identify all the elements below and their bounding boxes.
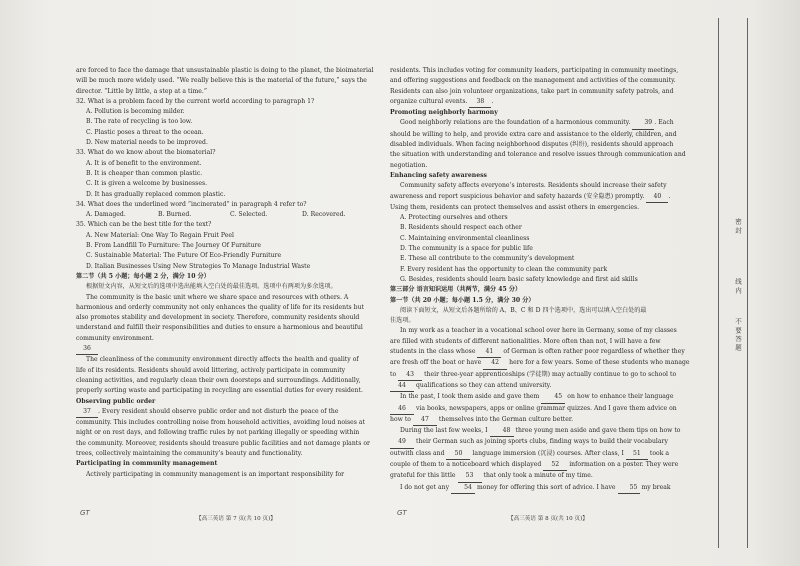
choice-e: E. These all contribute to the community’s development — [400, 255, 575, 263]
cloze-line-6 — [390, 381, 692, 392]
seal-label-2: 线 内 — [734, 278, 742, 294]
choice-c: C. Maintaining environmental cleanliness — [400, 234, 530, 242]
neighborly-line-2: should be willing to help, and provide extra care and assistance to the elderly, children, and — [390, 130, 677, 138]
cloze-text: that only took a minute of my time. — [483, 472, 593, 480]
safety-line-2: awareness and report suspicious behavior and safety hazards (安全隐患) promptly. 40 . — [390, 192, 692, 203]
right-line-4: organize cultural events. 38 . — [390, 97, 692, 108]
blank-45: 45 — [541, 392, 565, 403]
cloze-text: grateful for this little — [390, 472, 456, 480]
blank-53: 53 — [458, 471, 482, 482]
seal-line-strip — [718, 18, 748, 548]
safety-line-1: Community safety affects everyone’s interests. Residents should increase their safety — [400, 182, 667, 190]
cloze-text: how to — [390, 415, 411, 423]
passage-p3-line-4: the community. Moreover, residents should treasure public facilities and not damage plants or — [76, 439, 370, 447]
cloze-text: In the past, I took them aside and gave them — [400, 393, 540, 401]
q33-option-d: D. It has gradually replaced common plastic. — [86, 190, 226, 198]
cloze-text: here for a few years. Some of these students who manage — [509, 359, 690, 367]
q35-option-d: D. Italian Businesses Using New Strategies To Manage Industrial Waste — [86, 262, 311, 270]
neighborly-first: Good neighborly relations are the foundation of a harmonious community. — [400, 119, 631, 127]
passage-p1-line-2: harmonious and orderly community not only enhances the quality of life for its residents but — [76, 303, 364, 311]
blank-47: 47 — [413, 415, 437, 426]
cloze-text: students in the class whose — [390, 348, 476, 356]
neighborly-line-1 — [390, 118, 692, 129]
passage-p2-line-3: cleaning activities, and regularly clean their own doorsteps and surroundings. Additionally, — [76, 376, 361, 384]
blank-51: 51 — [626, 449, 648, 460]
right-line-2: and offering suggestions and feedback on the management and activities of the community. — [390, 77, 676, 85]
q35-stem: 35. Which can be the best title for the text? — [76, 221, 212, 229]
passage-p1-line-4: understand and fulfill their responsibilities and duties to ensure a harmonious and beautiful — [76, 324, 363, 332]
safety-blank-before: awareness and report suspicious behavior and safety hazards (安全隐患) promptly. — [390, 192, 645, 200]
cloze-line-9 — [390, 415, 692, 426]
passage-p3-line-2: community. This includes controlling noise from household activities, avoiding loud noises at — [76, 419, 365, 427]
cloze-line-3 — [390, 347, 692, 358]
cloze-line-4 — [390, 358, 692, 369]
cloze-line-8 — [390, 404, 692, 415]
section2-title: 第二节（共 5 小题；每小题 2 分，满分 10 分） — [76, 272, 210, 280]
passage-p2-line-4: properly sorting waste and participating in recycling are essential duties for every resident. — [76, 387, 363, 395]
publisher-logo-right: GT — [397, 509, 407, 517]
q33-option-b: B. It is cheaper than common plastic. — [86, 169, 203, 177]
cloze-text: their German such as joining sports clubs, finding ways to build their vocabulary — [415, 438, 668, 446]
passage-p2-line-1: The cleanliness of the community environment directly affects the health and quality of — [86, 356, 359, 364]
cloze-line-14 — [390, 471, 692, 482]
cloze-text: qualifications so they can attend university. — [415, 381, 552, 389]
passage-p1-line-1: The community is the basic unit where we share space and resources with others. A — [86, 293, 349, 301]
section2-instruction: 根据短文内容，从短文后的选项中选出能填入空白处的最佳选项。选项中有两项为多余选项。 — [86, 283, 337, 291]
heading-neighborly-harmony: Promoting neighborly harmony — [390, 109, 498, 117]
blank-50: 50 — [446, 449, 470, 460]
neighborly-line-4: the situation with understanding and tolerance and resolve issues through communication and — [390, 151, 686, 159]
q32-option-a: A. Pollution is becoming milder. — [86, 108, 185, 116]
part3-section1: 第一节（共 20 小题；每小题 1.5 分，满分 30 分） — [390, 296, 535, 304]
blank-36-line — [76, 344, 374, 355]
q34-option-b: B. Burned. — [158, 211, 192, 219]
choice-f: F. Every resident has the opportunity to clean the community park — [400, 265, 608, 273]
safety-line-3: Using them, residents can protect themselves and assist others in emergencies. — [390, 203, 640, 211]
passage-p3-line-3: night or on rest days, and following traffic rules by not parking illegally or speeding within — [76, 429, 360, 437]
cloze-line-5 — [390, 370, 692, 381]
blank-46: 46 — [390, 404, 414, 415]
cloze-text: couple of them to a noticeboard which displayed — [390, 460, 542, 468]
q34-option-a: A. Damaged. — [86, 211, 126, 219]
cloze-text: information on a poster. They were — [569, 460, 679, 468]
cloze-text: money for offering this sort of advice. I have — [476, 483, 616, 491]
heading-participating-management: Participating in community management — [76, 460, 218, 468]
blank-44: 44 — [390, 381, 414, 392]
cloze-text: outwith class and — [390, 449, 445, 457]
right-line-1: residents. This includes voting for community leaders, participating in community meetings, — [390, 67, 679, 74]
blank-36: 36 — [76, 344, 98, 355]
q35-option-c: C. Sustainable Material: The Future Of Eco-Friendly Furniture — [86, 252, 282, 260]
intro-line-2: will be much more widely used. “We really believe this is the material of the future,” says the — [76, 77, 367, 85]
cloze-text: on how to enhance their language — [567, 393, 674, 401]
q33-option-c: C. It is given a welcome by businesses. — [86, 180, 208, 188]
right-column — [390, 66, 692, 494]
part3-instruction-2: 佳选项。 — [390, 317, 415, 325]
q32-stem: 32. What is a problem faced by the current world according to paragraph 1? — [76, 97, 315, 105]
passage-p3-first: Every resident should observe public order and not disturb the peace of the — [101, 407, 339, 415]
q33-stem: 33. What do we know about the biomaterial? — [76, 149, 216, 157]
publisher-logo-left: GT — [80, 509, 90, 517]
q34-option-c: C. Selected. — [230, 211, 268, 219]
part3-instruction-1: 阅读下面短文，从短文后各题所给的 A、B、C 和 D 四个选项中，选出可以填入空白处的最 — [400, 306, 647, 314]
cloze-text: my break — [641, 483, 671, 491]
cloze-line-7 — [390, 392, 692, 403]
q35-option-b: B. From Landfill To Furniture: The Journey Of Furniture — [86, 242, 261, 250]
right-line-3: Residents can also join volunteer organizations, take part in community safety patrols, and — [390, 87, 674, 95]
cloze-text: three young men aside and gave them tips on how to — [515, 427, 681, 435]
q32-option-b: B. The rate of recycling is too low. — [86, 118, 193, 126]
blank-40: 40 — [646, 192, 668, 203]
choice-g: G. Besides, residents should learn basic safety knowledge and first aid skills — [400, 275, 638, 283]
blank-42: 42 — [483, 358, 507, 369]
blank-52: 52 — [543, 460, 567, 471]
cloze-text: During the last few weeks, I — [400, 427, 488, 435]
passage-p4-line-1: Actively participating in community management is an important responsibility for — [86, 470, 345, 478]
cloze-line-12 — [390, 449, 692, 460]
seal-label-1: 密 封 — [734, 218, 742, 234]
cloze-line-2: are filled with students of different nationalities. More often than not, I will have a few — [390, 337, 661, 345]
page-footer-left: 【高三英语 第 7 页(共 10 页)】 — [196, 516, 276, 522]
q33-option-a: A. It is of benefit to the environment. — [86, 159, 202, 167]
blank-38: 38 — [469, 97, 491, 108]
passage-p1-line-5: community environment. — [76, 334, 154, 342]
neighborly-line-5: negotiation. — [390, 161, 428, 169]
blank-43: 43 — [398, 370, 422, 381]
cloze-line-15 — [390, 483, 692, 494]
cloze-text: themselves into the German culture better. — [438, 415, 574, 423]
part3-title: 第三部分 语言知识运用（共两节，满分 45 分） — [390, 286, 522, 294]
q32-option-c: C. Plastic poses a threat to the ocean. — [86, 128, 204, 136]
cloze-text: are fresh off the boat or have — [390, 359, 482, 367]
blank-55: 55 — [618, 483, 640, 494]
intro-line-1: are forced to face the damage that unsustainable plastic is doing to the planet, the bioimaterial — [76, 67, 374, 74]
seal-label-3: 不 要 答 题 — [734, 318, 742, 351]
cloze-text: took a — [649, 449, 670, 457]
passage-p2-line-2: life of its residents. Residents should avoid littering, actively participate in community — [76, 366, 346, 374]
cloze-line-1: In my work as a teacher in a vocational school over here in Germany, some of my classes — [400, 327, 677, 335]
blank-49: 49 — [390, 437, 414, 448]
cloze-line-10 — [390, 426, 692, 437]
choice-d: D. The community is a space for public life — [400, 245, 533, 253]
q35-option-a: A. New Material: One Way To Regain Fruit Peel — [86, 231, 234, 239]
passage-p3-line-1: 37 . Every resident should observe public order and not disturb the peace of the — [76, 407, 374, 418]
neighborly-line-3: disabled individuals. When facing neighborhood disputes (纠纷), residents should approach — [390, 141, 674, 149]
passage-p1-line-3: also promotes stability and development in society. Therefore, community residents should — [76, 314, 360, 322]
blank-39: 39 — [632, 118, 654, 129]
cloze-text: via books, newspapers, apps or online grammar quizzes. And I gave them advice on — [415, 404, 677, 412]
q34-option-d: D. Recovered. — [302, 211, 346, 219]
left-column — [76, 66, 374, 480]
choice-b: B. Residents should respect each other — [400, 224, 522, 232]
neighborly-first-after: . Each — [654, 119, 674, 127]
cloze-line-13 — [390, 460, 692, 471]
page-footer-right: 【高三英语 第 8 页(共 10 页)】 — [508, 516, 588, 522]
blank-37: 37 — [76, 407, 98, 418]
blank-54: 54 — [451, 483, 475, 494]
q34-options — [76, 210, 374, 220]
cloze-text: language immersion (沉浸) courses. After class, I — [472, 449, 624, 457]
intro-line-3: director. “Little by little, a step at a time.” — [76, 87, 207, 95]
choice-a: A. Protecting ourselves and others — [400, 214, 508, 222]
q34-stem: 34. What does the underlined word “incinerated” in paragraph 4 refer to? — [76, 200, 307, 208]
cloze-text: of German is often rather poor regardless of whether they — [503, 348, 685, 356]
organize-events-text: organize cultural events. — [390, 97, 468, 105]
passage-p3-line-5: trees, collectively maintaining the community’s beauty and functionality. — [76, 449, 303, 457]
heading-observing-order: Observing public order — [76, 397, 156, 405]
cloze-text: their three-year apprenticeships (学徒期) may actually continue to go to school to — [424, 370, 677, 378]
cloze-text: I do not get any — [400, 483, 450, 491]
cloze-line-11 — [390, 437, 692, 448]
blank-48: 48 — [490, 426, 514, 437]
heading-safety-awareness: Enhancing safety awareness — [390, 171, 487, 179]
q32-option-d: D. New material needs to be improved. — [86, 139, 208, 147]
cloze-text: to — [390, 370, 397, 378]
blank-41: 41 — [477, 347, 501, 358]
